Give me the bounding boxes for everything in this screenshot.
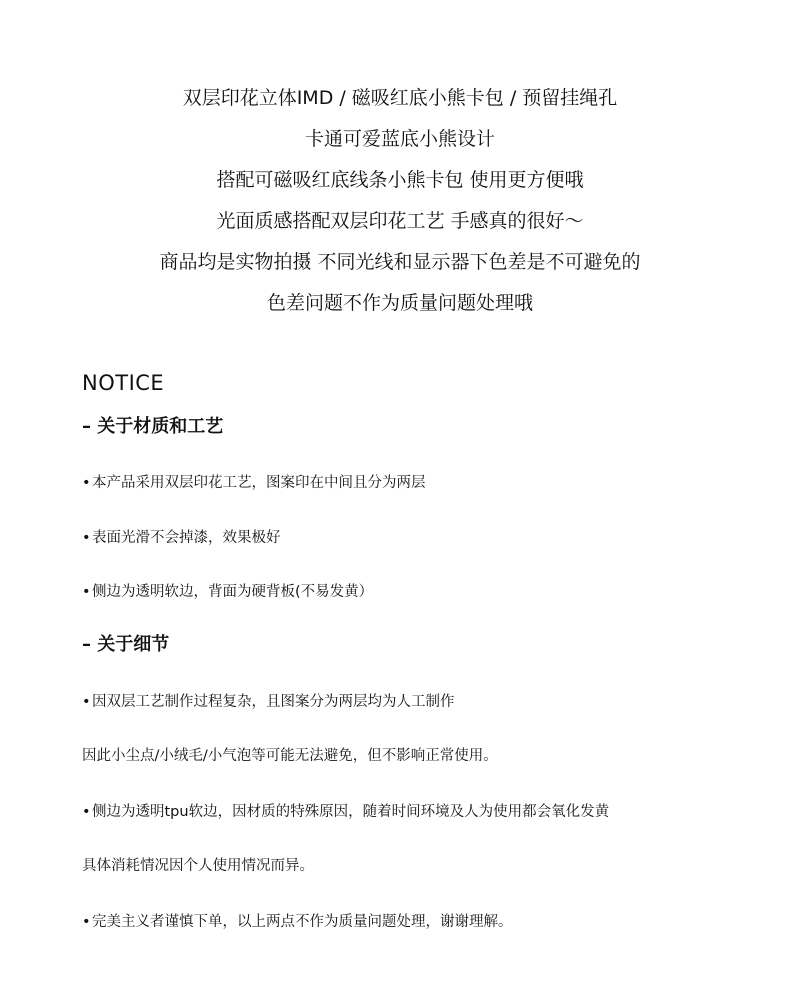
notice-item-text: 完美主义者谨慎下单，以上两点不作为质量问题处理，谢谢理解。 [92,914,513,930]
bullet-dot: • [82,475,91,491]
intro-headline: 双层印花立体IMD / 磁吸红底小熊卡包 / 预留挂绳孔 [182,87,618,109]
notice-item [82,800,609,824]
notice-item-text: 具体消耗情况因个人使用情况而异。 [82,858,314,874]
notice-item-text: 侧边为透明软边，背面为硬背板(不易发黄） [92,584,374,600]
notice-item [82,526,281,550]
notice-item [82,854,314,878]
notice-item [82,471,426,495]
notice-item-text: 本产品采用双层印花工艺，图案印在中间且分为两层 [92,475,426,491]
intro-line: 搭配可磁吸红底线条小熊卡包 使用更方便哦 [216,169,584,191]
bullet-dot: • [82,804,91,820]
intro-line: 商品均是实物拍摄 不同光线和显示器下色差是不可避免的 [159,251,641,273]
product-intro [0,78,800,323]
notice-item [82,744,498,768]
notice-item [82,690,455,714]
bullet-dot: • [82,694,91,710]
notice-item-text: 因双层工艺制作过程复杂，且图案分为两层均为人工制作 [92,694,455,710]
section-heading-details: – 关于细节 [82,634,170,655]
notice-title: NOTICE [82,371,165,395]
bullet-dot: • [82,530,91,546]
bullet-dot: • [82,584,91,600]
intro-line: 卡通可爱蓝底小熊设计 [304,128,495,150]
notice-item [82,910,513,934]
notice-item-text: 表面光滑不会掉漆，效果极好 [92,530,281,546]
bullet-dot: • [82,914,91,930]
notice-item-text: 侧边为透明tpu软边，因材质的特殊原因，随着时间环境及人为使用都会氧化发黄 [92,804,610,820]
section-heading-material: – 关于材质和工艺 [82,416,224,437]
notice-item-text: 因此小尘点/小绒毛/小气泡等可能无法避免，但不影响正常使用。 [82,748,498,764]
intro-line: 光面质感搭配双层印花工艺 手感真的很好～ [216,210,584,232]
intro-line: 色差问题不作为质量问题处理哦 [266,292,533,314]
notice-item [82,580,373,604]
